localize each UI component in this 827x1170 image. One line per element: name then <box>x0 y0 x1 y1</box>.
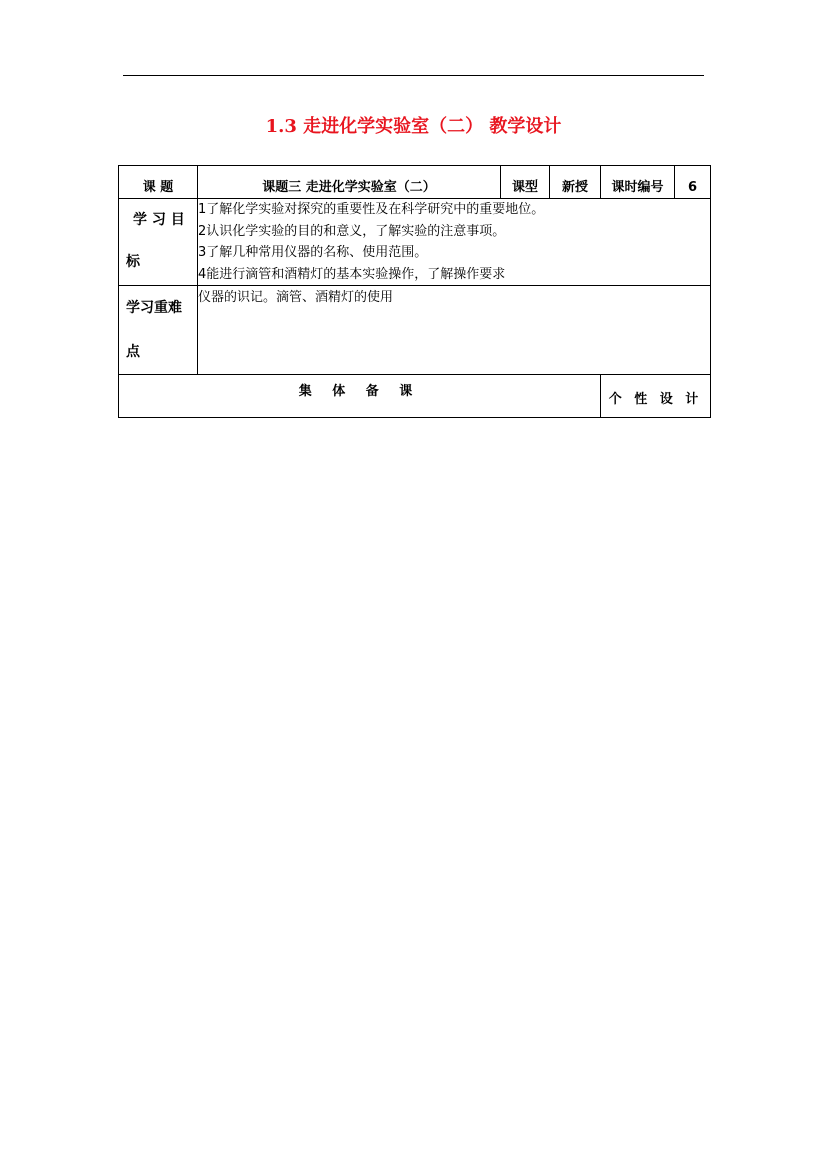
goals-list <box>198 199 711 286</box>
document-title: 1.3 走进化学实验室（二） 教学设计 <box>265 116 562 137</box>
key-points-row <box>119 286 711 375</box>
header-rule <box>123 75 704 76</box>
key-points-label <box>119 286 198 375</box>
collective-prep-header <box>119 375 601 418</box>
goal-item: 4能进行滴管和酒精灯的基本实验操作，了解操作要求 <box>198 266 506 282</box>
goals-row <box>119 199 711 286</box>
key-points-label-line1: 学习重难 <box>126 300 182 316</box>
topic-label: 课 题 <box>119 166 198 199</box>
goals-label-line2: 标 <box>126 254 140 270</box>
lesson-plan-table <box>118 165 711 418</box>
goal-item: 1了解化学实验对探究的重要性及在科学研究中的重要地位。 <box>198 202 545 217</box>
key-points-text: 仪器的识记。滴管、酒精灯的使用 <box>198 286 711 375</box>
key-points-label-line2: 点 <box>126 344 140 360</box>
goal-item: 3了解几种常用仪器的名称、使用范围。 <box>198 245 428 260</box>
type-value: 新授 <box>550 166 601 199</box>
personal-design-label: 个 性 设 计 <box>608 392 703 407</box>
collective-prep-label: 集 体 备 课 <box>298 384 421 399</box>
period-label: 课时编号 <box>601 166 675 199</box>
period-value: 6 <box>675 166 711 199</box>
topic-value: 课题三 走进化学实验室（二） <box>198 166 501 199</box>
header-row <box>119 166 711 199</box>
personal-design-header <box>601 375 711 418</box>
goal-item: 2认识化学实验的目的和意义，了解实验的注意事项。 <box>198 223 506 239</box>
goals-label <box>119 199 198 286</box>
footer-row <box>119 375 711 418</box>
goals-label-line1: 学 习 目 <box>133 212 185 228</box>
type-label: 课型 <box>501 166 550 199</box>
